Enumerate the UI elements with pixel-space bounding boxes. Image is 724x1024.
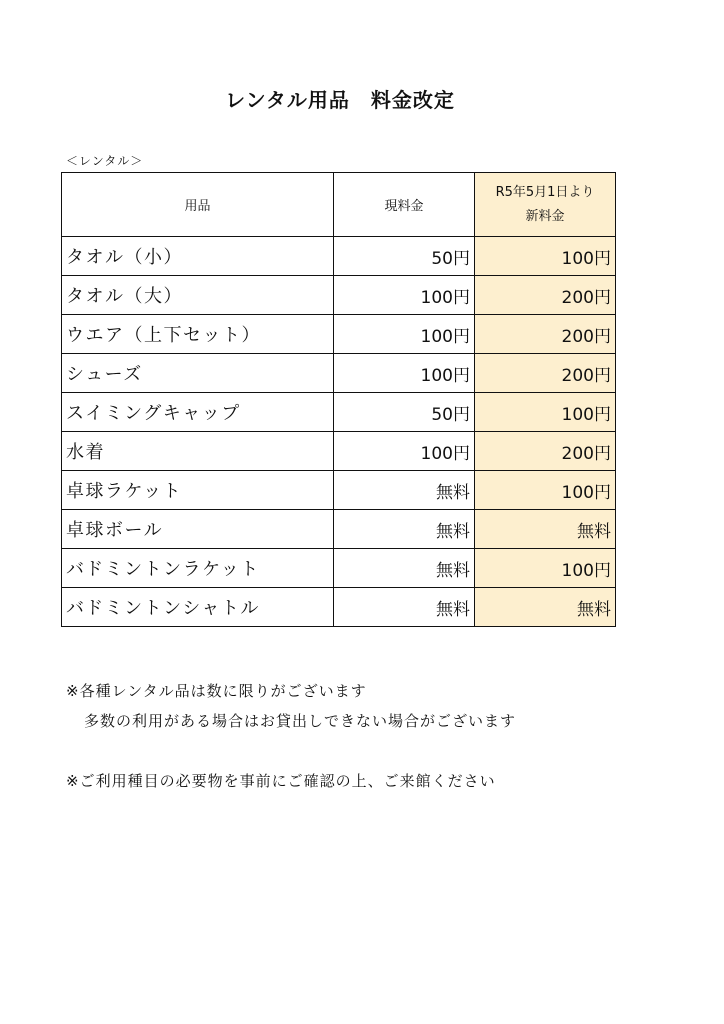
new-price: 100円 [475, 393, 616, 432]
item-name: バドミントンラケット [62, 549, 334, 588]
item-name: ウエア（上下セット） [62, 315, 334, 354]
item-name: 卓球ボール [62, 510, 334, 549]
new-price: 無料 [475, 588, 616, 627]
header-new-price [475, 173, 616, 237]
new-price: 100円 [475, 549, 616, 588]
notes-spacer [66, 736, 516, 766]
header-new-price-label: 新料金 [525, 208, 565, 224]
table-row [62, 510, 616, 549]
note-confirm-before-visit: ※ご利用種目の必要物を事前にご確認の上、ご来館ください [66, 772, 496, 790]
item-name: 水着 [62, 432, 334, 471]
current-price: 100円 [334, 315, 475, 354]
item-name: タオル（大） [62, 276, 334, 315]
note-lending-unavailable: 多数の利用がある場合はお貸出しできない場合がございます [84, 712, 517, 730]
new-price: 200円 [475, 432, 616, 471]
table-row [62, 276, 616, 315]
current-price: 無料 [334, 549, 475, 588]
header-item: 用品 [62, 173, 334, 237]
header-current-price: 現料金 [334, 173, 475, 237]
notes [66, 676, 516, 796]
page-title: レンタル用品 料金改定 [225, 88, 455, 112]
table-row [62, 471, 616, 510]
new-price: 200円 [475, 276, 616, 315]
item-name: シューズ [62, 354, 334, 393]
item-name: スイミングキャップ [62, 393, 334, 432]
table-row [62, 549, 616, 588]
rental-price-table [61, 172, 616, 627]
table-row [62, 588, 616, 627]
section-label: ＜レンタル＞ [66, 154, 144, 168]
current-price: 50円 [334, 237, 475, 276]
new-price: 200円 [475, 315, 616, 354]
table-row [62, 354, 616, 393]
new-price: 100円 [475, 471, 616, 510]
header-new-price-date: R5年5月1日より [495, 184, 595, 200]
table-row [62, 393, 616, 432]
current-price: 100円 [334, 276, 475, 315]
current-price: 無料 [334, 471, 475, 510]
current-price: 100円 [334, 432, 475, 471]
item-name: タオル（小） [62, 237, 334, 276]
current-price: 100円 [334, 354, 475, 393]
new-price: 200円 [475, 354, 616, 393]
item-name: バドミントンシャトル [62, 588, 334, 627]
note-quantity-limit: ※各種レンタル品は数に限りがございます [66, 682, 367, 700]
new-price: 無料 [475, 510, 616, 549]
current-price: 無料 [334, 510, 475, 549]
table-row [62, 315, 616, 354]
item-name: 卓球ラケット [62, 471, 334, 510]
new-price: 100円 [475, 237, 616, 276]
current-price: 50円 [334, 393, 475, 432]
table-row [62, 432, 616, 471]
table-row [62, 237, 616, 276]
table-header-row [62, 173, 616, 237]
current-price: 無料 [334, 588, 475, 627]
